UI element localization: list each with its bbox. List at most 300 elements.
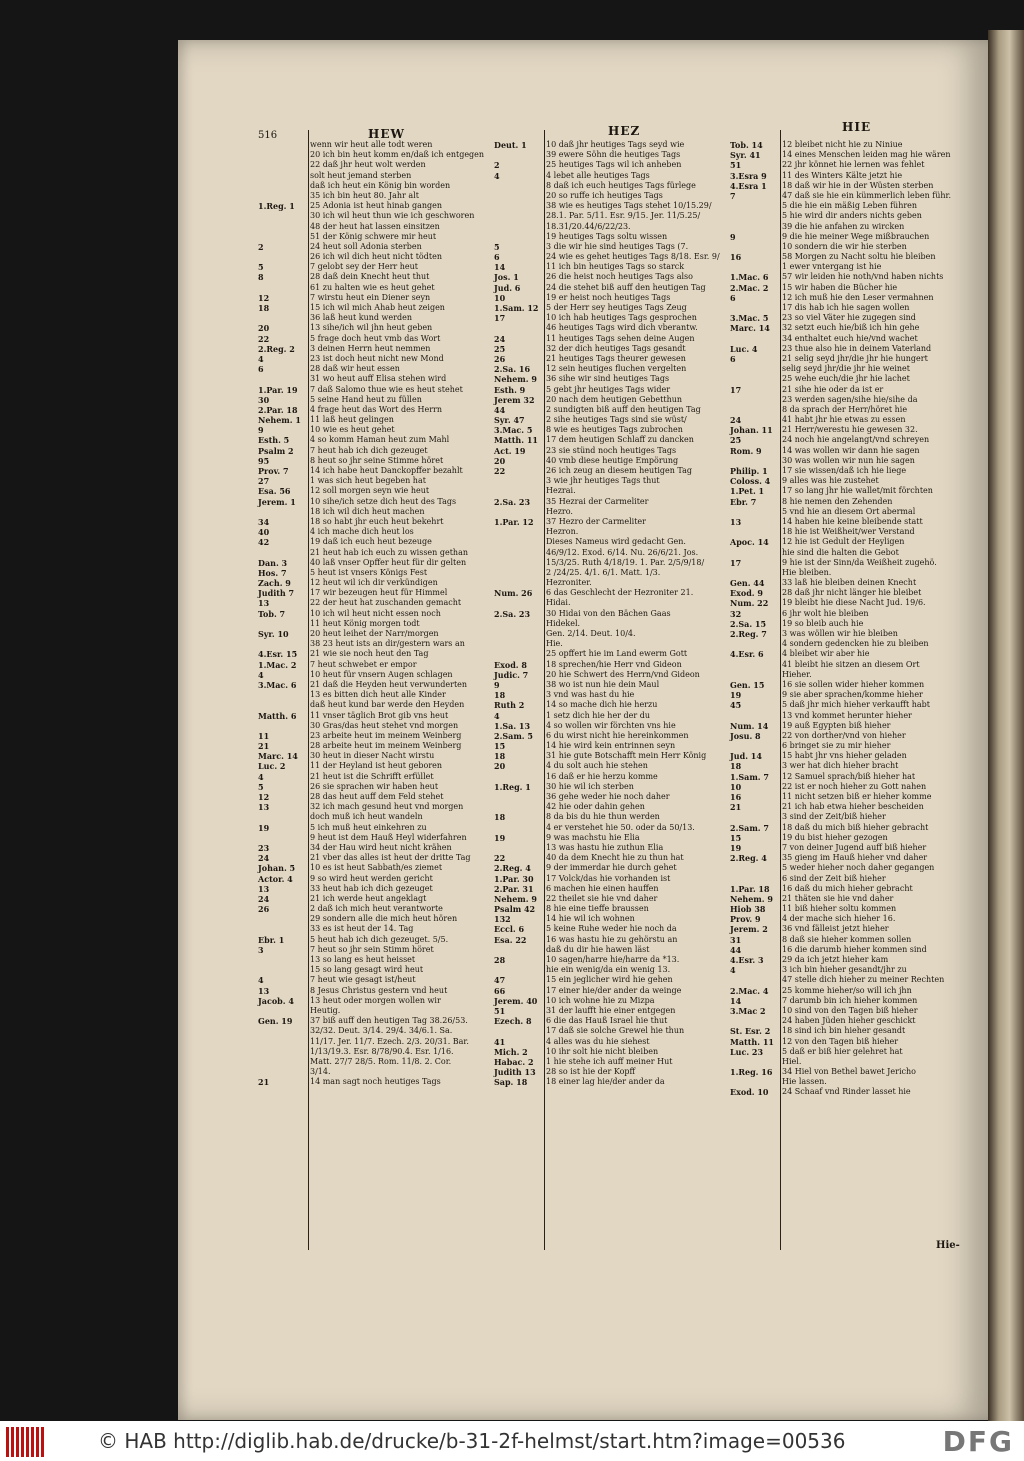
index-entry bbox=[730, 150, 960, 160]
index-entry bbox=[494, 1057, 726, 1067]
entry-reference: 18 bbox=[730, 761, 742, 772]
entry-reference: Hos. 7 bbox=[258, 567, 287, 578]
index-entry bbox=[494, 649, 726, 659]
entry-text: 36 sihe wir sind heutiges Tags bbox=[546, 374, 670, 384]
entry-text: 25 wehe euch/die jhr hie lachet bbox=[782, 374, 910, 384]
index-entry bbox=[730, 507, 960, 517]
index-entry bbox=[258, 272, 490, 282]
entry-text: 5 seine Hand heut zu füllen bbox=[310, 394, 422, 404]
entry-text: 7 heut hab ich dich gezeuget bbox=[310, 445, 428, 455]
index-entry bbox=[494, 639, 726, 649]
entry-text: 19 du bist hieher gezogen bbox=[782, 832, 888, 842]
entry-text: 3 vnd was hast du hie bbox=[546, 690, 635, 700]
entry-text: 11 heutiges Tags sehen deine Augen bbox=[546, 333, 695, 343]
index-entry bbox=[494, 568, 726, 578]
entry-text: 19 er heist noch heutiges Tags bbox=[546, 292, 671, 302]
entry-reference: 13 bbox=[258, 802, 270, 813]
entry-reference: 9 bbox=[494, 679, 500, 690]
index-entry bbox=[494, 863, 726, 873]
entry-text: 16 was hastu hie zu gehörstu an bbox=[546, 934, 678, 944]
entry-reference: 25 bbox=[730, 435, 742, 446]
entry-reference: Philip. 1 bbox=[730, 466, 768, 476]
index-entry bbox=[730, 996, 960, 1006]
entry-text: 3/14. bbox=[310, 1067, 331, 1077]
index-entry bbox=[494, 935, 726, 945]
index-entry bbox=[494, 425, 726, 435]
index-entry bbox=[730, 945, 960, 955]
entry-text: 21 thäten sie hie vnd daher bbox=[782, 893, 894, 903]
index-entry bbox=[258, 537, 490, 547]
entry-text: 6 sind der Zeit biß hieher bbox=[782, 873, 886, 883]
entry-reference: 2.Sa. 16 bbox=[494, 364, 531, 375]
entry-reference: 4 bbox=[494, 170, 500, 181]
entry-reference: 2.Reg. 4 bbox=[494, 863, 531, 874]
entry-reference: 20 bbox=[258, 323, 270, 334]
entry-text: 38 23 heut ists an dir/gestern wars an bbox=[310, 639, 465, 649]
index-entry bbox=[730, 761, 960, 771]
index-entry bbox=[730, 935, 960, 945]
entry-text: 46 heutiges Tags wird dich vberantw. bbox=[546, 323, 698, 333]
entry-text: 18 so habt jhr euch heut bekehrt bbox=[310, 516, 444, 526]
entry-text: 30 heut in dieser Nacht wirstu bbox=[310, 751, 435, 761]
index-entry bbox=[494, 731, 726, 741]
entry-text: 25 heutiges Tags wil ich anheben bbox=[546, 160, 682, 170]
entry-text: 32 setzt euch hie/biß ich hin gehe bbox=[782, 323, 920, 333]
entry-reference: 26 bbox=[494, 353, 506, 364]
index-entry bbox=[258, 751, 490, 761]
entry-text: 8 heut so jhr seine Stimme höret bbox=[310, 455, 444, 465]
entry-text: 15 habt jhr vns hieher geladen bbox=[782, 751, 907, 761]
entry-reference: 19 bbox=[730, 690, 742, 701]
entry-text: 5 weder hieher noch daher gegangen bbox=[782, 863, 935, 873]
index-entry bbox=[258, 283, 490, 293]
entry-text: 3 wer hat dich hieher bracht bbox=[782, 761, 899, 771]
entry-reference: 21 bbox=[258, 741, 270, 752]
index-entry bbox=[730, 313, 960, 323]
entry-reference: Jos. 1 bbox=[494, 272, 519, 283]
entry-text: 22 der heut hat zuschanden gemacht bbox=[310, 598, 462, 608]
entry-text: 10 ich hab heutiges Tags gesprochen bbox=[546, 313, 697, 323]
entry-reference: Rom. 9 bbox=[730, 445, 762, 456]
entry-reference: Jerem 32 bbox=[494, 394, 535, 405]
entry-text: 16 sie sollen wider hieher kommen bbox=[782, 679, 925, 689]
entry-reference: 13 bbox=[258, 598, 270, 609]
entry-text: Matt. 27/7 28/5. Rom. 11/8. 2. Cor. bbox=[310, 1056, 452, 1066]
index-entry bbox=[258, 568, 490, 578]
entry-reference: 1.Sam. 7 bbox=[730, 771, 769, 782]
entry-reference: 5 bbox=[258, 262, 264, 273]
index-entry bbox=[494, 833, 726, 843]
entry-text: hie sind die halten die Gebot bbox=[782, 547, 899, 557]
index-entry bbox=[730, 446, 960, 456]
index-entry bbox=[258, 1026, 490, 1036]
index-entry bbox=[494, 222, 726, 232]
index-entry bbox=[258, 578, 490, 588]
entry-text: wenn wir heut alle todt weren bbox=[310, 140, 433, 149]
index-entry bbox=[258, 222, 490, 232]
index-entry bbox=[494, 853, 726, 863]
entry-reference: 2.Reg. 2 bbox=[258, 343, 295, 354]
entry-reference: Luc. 2 bbox=[258, 761, 286, 772]
entry-text: 12 heut wil ich dir verkündigen bbox=[310, 578, 438, 588]
entry-text: 7 wirstu heut ein Diener seyn bbox=[310, 292, 431, 302]
entry-text: daß ich heut ein König bin worden bbox=[310, 180, 451, 190]
entry-reference: 10 bbox=[730, 781, 742, 792]
entry-text: 33 heut hab ich dich gezeuget bbox=[310, 883, 433, 893]
index-entry bbox=[730, 1037, 960, 1047]
entry-reference: 4 bbox=[494, 710, 500, 721]
index-entry bbox=[494, 598, 726, 608]
entry-text: 18 sind ich bin hieher gesandt bbox=[782, 1026, 906, 1036]
entry-text: Hezro. bbox=[546, 506, 573, 516]
entry-reference: Judith 7 bbox=[258, 588, 295, 599]
index-entry bbox=[258, 1057, 490, 1067]
index-entry bbox=[258, 935, 490, 945]
entry-text: 11 laß heut gelingen bbox=[310, 415, 394, 425]
page-number: 516 bbox=[258, 130, 278, 141]
index-entry bbox=[730, 323, 960, 333]
entry-reference: Syr. 10 bbox=[258, 629, 289, 639]
entry-text: Hie lassen. bbox=[782, 1077, 827, 1087]
entry-text: 1 setz dich hie her der du bbox=[546, 710, 651, 720]
entry-text: 17 sie wissen/daß ich hie liege bbox=[782, 466, 907, 475]
entry-text: 19 bleibt hie diese Nacht Jud. 19/6. bbox=[782, 598, 926, 608]
index-entry bbox=[730, 374, 960, 384]
entry-reference: Matth. 6 bbox=[258, 710, 297, 721]
index-entry bbox=[494, 986, 726, 996]
index-entry bbox=[730, 283, 960, 293]
entry-text: 2 sihe heutiges Tags sind sie wüst/ bbox=[546, 415, 687, 425]
index-entry bbox=[730, 191, 960, 201]
index-entry bbox=[730, 517, 960, 527]
index-entry bbox=[730, 140, 960, 150]
entry-reference: 28 bbox=[494, 955, 506, 965]
entry-reference: 21 bbox=[258, 1077, 270, 1088]
index-entry bbox=[258, 466, 490, 476]
entry-reference: Josu. 8 bbox=[730, 730, 761, 741]
entry-text: 28 daß dein Knecht heut thut bbox=[310, 272, 430, 282]
entry-text: 6 das Geschlecht der Hezroniter 21. bbox=[546, 588, 694, 598]
entry-text: 23 thue also hie in deinem Vaterland bbox=[782, 343, 932, 353]
index-entry bbox=[494, 619, 726, 629]
index-entry bbox=[258, 680, 490, 690]
index-entry bbox=[730, 751, 960, 761]
entry-text: 6 machen hie einen hauffen bbox=[546, 883, 659, 893]
index-entry bbox=[494, 303, 726, 313]
entry-text: 20 ich bin heut komm en/daß ich entgegen bbox=[310, 150, 485, 160]
entry-text: 26 ich zeug an diesem heutigen Tag bbox=[546, 466, 693, 475]
entry-reference: 31 bbox=[730, 934, 742, 945]
entry-text: 3 ich bin hieher gesandt/jhr zu bbox=[782, 965, 907, 975]
index-entry bbox=[258, 996, 490, 1006]
footer-copyright-link[interactable]: © HAB http://diglib.hab.de/drucke/b-31-2f-helmst/start.htm?image=00536 bbox=[98, 1429, 846, 1453]
entry-text: 7 heut schwebet er empor bbox=[310, 659, 417, 669]
entry-text: 18 sprechen/hie Herr vnd Gideon bbox=[546, 659, 682, 669]
entry-text: 5 frage doch heut vmb das Wort bbox=[310, 333, 441, 343]
entry-text: 19 so bleib auch hie bbox=[782, 618, 864, 628]
entry-text: 39 ewere Söhn die heutiges Tags bbox=[546, 150, 681, 160]
entry-reference: 4.Esra 1 bbox=[730, 180, 767, 191]
entry-text: 24 Schaaf vnd Rinder lasset hie bbox=[782, 1087, 911, 1097]
index-entry bbox=[494, 293, 726, 303]
entry-text: 20 so ruffe ich heutiges Tags bbox=[546, 190, 663, 200]
entry-text: 14 eines Menschen leiden mag hie wären bbox=[782, 150, 951, 160]
entry-text: 40 vmb diese heutige Empörung bbox=[546, 455, 679, 465]
entry-reference: 2.Reg. 7 bbox=[730, 629, 767, 639]
entry-reference: 6 bbox=[730, 292, 736, 303]
index-entry bbox=[494, 354, 726, 364]
index-entry bbox=[494, 527, 726, 537]
index-entry bbox=[258, 303, 490, 313]
index-entry bbox=[730, 405, 960, 415]
entry-text: 11 biß hieher soltu kommen bbox=[782, 904, 897, 914]
index-entry bbox=[258, 415, 490, 425]
entry-text: 1/13/19.3. Esr. 8/78/90.4. Esr. 1/16. bbox=[310, 1046, 454, 1056]
index-entry bbox=[258, 242, 490, 252]
entry-reference: Tob. 14 bbox=[730, 140, 763, 150]
entry-text: 32 ich mach gesund heut vnd morgen bbox=[310, 802, 464, 812]
index-entry bbox=[730, 649, 960, 659]
entry-text: 58 Morgen zu Nacht soltu hie bleiben bbox=[782, 252, 936, 262]
entry-reference: 15 bbox=[730, 832, 742, 843]
index-entry bbox=[258, 548, 490, 558]
index-entry bbox=[730, 1016, 960, 1026]
entry-text: 4 so komm Haman heut zum Mahl bbox=[310, 435, 450, 445]
entry-text: 1 was sich heut begeben hat bbox=[310, 476, 426, 486]
entry-text: 19 daß ich euch heut bezeuge bbox=[310, 537, 432, 547]
index-entry bbox=[494, 965, 726, 975]
entry-text: 11 der Heyland ist heut geboren bbox=[310, 761, 443, 771]
index-entry bbox=[494, 761, 726, 771]
index-entry bbox=[730, 222, 960, 232]
entry-reference: Sap. 18 bbox=[494, 1077, 528, 1088]
entry-reference: Num. 14 bbox=[730, 720, 769, 731]
entry-reference: Jud. 14 bbox=[730, 751, 762, 762]
footer-bar bbox=[0, 1421, 1024, 1461]
index-entry bbox=[730, 598, 960, 608]
index-entry bbox=[258, 1047, 490, 1057]
index-entry bbox=[730, 639, 960, 649]
index-entry bbox=[494, 680, 726, 690]
entry-reference: 1.Sam. 12 bbox=[494, 303, 539, 313]
entry-text: 34 Hiel von Bethel bawet Jericho bbox=[782, 1067, 916, 1077]
entry-text: 24 die stehet biß auff den heutigen Tag bbox=[546, 282, 706, 292]
entry-text: 12 von den Tagen biß hieher bbox=[782, 1036, 899, 1046]
entry-text: 5 heut ist vnsers Königs Fest bbox=[310, 567, 428, 577]
index-entry bbox=[730, 792, 960, 802]
index-entry bbox=[494, 629, 726, 639]
entry-text: 25 opffert hie im Land ewerm Gott bbox=[546, 649, 688, 659]
entry-text: 2 daß ich mich heut verantworte bbox=[310, 904, 443, 914]
entry-reference: Exod. 9 bbox=[730, 588, 763, 599]
entry-reference: 16 bbox=[730, 252, 742, 263]
entry-text: 28 daß jhr nicht länger hie bleibet bbox=[782, 588, 922, 598]
index-entry bbox=[494, 323, 726, 333]
entry-text: 18 ich wil dich heut machen bbox=[310, 506, 425, 516]
index-entry bbox=[730, 843, 960, 853]
index-entry bbox=[730, 303, 960, 313]
entry-text: 38 wo ist nun hie dein Maul bbox=[546, 679, 660, 689]
entry-reference: Ebr. 7 bbox=[730, 496, 757, 507]
entry-text: 10 daß jhr heutiges Tags seyd wie bbox=[546, 140, 685, 149]
index-entry bbox=[730, 1077, 960, 1087]
entry-text: 18.31/20.44/6/22/23. bbox=[546, 221, 631, 231]
entry-reference: 19 bbox=[258, 822, 270, 833]
index-entry bbox=[494, 894, 726, 904]
index-entry bbox=[494, 741, 726, 751]
entry-text: 20 hie Schwert des Herrn/vnd Gideon bbox=[546, 669, 700, 679]
column-header-3: HIE bbox=[842, 120, 872, 134]
index-entry bbox=[258, 812, 490, 822]
entry-reference: 7 bbox=[730, 190, 736, 201]
index-entry bbox=[730, 527, 960, 537]
index-entry bbox=[258, 782, 490, 792]
entry-reference: 22 bbox=[258, 333, 270, 344]
index-entry bbox=[258, 323, 490, 333]
entry-text: 22 theilet sie hie vnd daher bbox=[546, 893, 658, 903]
entry-reference: Ebr. 1 bbox=[258, 934, 285, 945]
index-column-1 bbox=[258, 140, 490, 1087]
index-entry bbox=[258, 761, 490, 771]
index-entry bbox=[730, 629, 960, 639]
entry-text: Hezroniter. bbox=[546, 578, 592, 588]
index-entry bbox=[730, 1047, 960, 1057]
entry-reference: Act. 19 bbox=[494, 445, 526, 456]
entry-reference: Jerem. 40 bbox=[494, 995, 538, 1006]
entry-text: 28 daß wir heut essen bbox=[310, 364, 400, 374]
entry-text: 12 ich muß hie den Leser vermahnen bbox=[782, 292, 934, 302]
entry-text: 1 ewer vntergang ist hie bbox=[782, 262, 882, 272]
entry-text: 5 ich muß heut einkehren zu bbox=[310, 822, 427, 832]
index-entry bbox=[258, 731, 490, 741]
entry-reference: 2 bbox=[258, 241, 264, 252]
index-entry bbox=[494, 1016, 726, 1026]
entry-reference: 2.Sam. 5 bbox=[494, 730, 533, 741]
index-entry bbox=[730, 456, 960, 466]
index-entry bbox=[730, 1006, 960, 1016]
entry-reference: 18 bbox=[494, 751, 506, 762]
entry-text: 41 habt jhr hie etwas zu essen bbox=[782, 415, 906, 425]
index-entry bbox=[494, 272, 726, 282]
index-entry bbox=[494, 792, 726, 802]
entry-text: 4 lebet alle heutiges Tags bbox=[546, 170, 650, 180]
entry-text: 33 es ist heut der 14. Tag bbox=[310, 924, 414, 934]
index-entry bbox=[258, 660, 490, 670]
entry-reference: 51 bbox=[730, 160, 742, 171]
entry-reference: 25 bbox=[494, 343, 506, 354]
entry-reference: 5 bbox=[258, 781, 264, 792]
index-entry bbox=[494, 772, 726, 782]
entry-text: 5 hie wird dir anders nichts geben bbox=[782, 211, 922, 221]
entry-reference: 14 bbox=[494, 262, 506, 273]
entry-reference: Exod. 10 bbox=[730, 1087, 769, 1098]
entry-text: 24 noch hie angelangt/vnd schreyen bbox=[782, 435, 930, 445]
index-entry bbox=[730, 812, 960, 822]
index-entry bbox=[494, 1006, 726, 1016]
index-entry bbox=[730, 486, 960, 496]
entry-reference: 3 bbox=[258, 944, 264, 955]
entry-reference: 4 bbox=[258, 353, 264, 364]
index-entry bbox=[494, 751, 726, 761]
entry-reference: 3.Mac. 5 bbox=[494, 425, 533, 436]
index-entry bbox=[730, 201, 960, 211]
index-entry bbox=[730, 823, 960, 833]
index-entry bbox=[258, 497, 490, 507]
entry-text: 17 daß sie solche Grewel hie thun bbox=[546, 1026, 685, 1036]
index-entry bbox=[730, 232, 960, 242]
entry-reference: Psalm 42 bbox=[494, 904, 536, 915]
entry-text: 26 sie sprachen wir haben heut bbox=[310, 781, 439, 791]
entry-reference: Mich. 2 bbox=[494, 1046, 528, 1057]
entry-text: 9 der immerdar hie durch gehet bbox=[546, 863, 677, 873]
entry-reference: 47 bbox=[494, 975, 506, 986]
entry-reference: 1.Pet. 1 bbox=[730, 486, 765, 497]
entry-text: 4 der mache sich hieher 16. bbox=[782, 914, 896, 924]
index-entry bbox=[258, 486, 490, 496]
entry-reference: Syr. 41 bbox=[730, 150, 761, 161]
entry-reference: 4.Esr. 3 bbox=[730, 955, 764, 965]
entry-reference: Zach. 9 bbox=[258, 578, 291, 589]
entry-reference: Luc. 23 bbox=[730, 1046, 764, 1057]
entry-text: 19 heutiges Tags soltu wissen bbox=[546, 231, 668, 241]
index-entry bbox=[730, 395, 960, 405]
entry-text: 13 so lang es heut heisset bbox=[310, 955, 416, 964]
index-entry bbox=[494, 211, 726, 221]
entry-text: 22 von dorther/vnd von hieher bbox=[782, 730, 906, 740]
entry-text: 5 heut hab ich dich gezeuget. 5/5. bbox=[310, 934, 449, 944]
entry-text: 14 haben hie keine bleibende statt bbox=[782, 516, 923, 526]
index-entry bbox=[494, 476, 726, 486]
index-entry bbox=[730, 711, 960, 721]
index-entry bbox=[730, 741, 960, 751]
index-entry bbox=[258, 140, 490, 150]
entry-text: 13 heut oder morgen wollen wir bbox=[310, 995, 441, 1005]
entry-reference: 22 bbox=[494, 466, 506, 476]
index-entry bbox=[258, 446, 490, 456]
entry-text: 14 was wollen wir dann hie sagen bbox=[782, 445, 920, 455]
entry-text: 15 so lang gesagt wird heut bbox=[310, 965, 424, 975]
index-entry bbox=[730, 782, 960, 792]
entry-reference: 3.Esra 9 bbox=[730, 170, 767, 181]
entry-text: solt heut jemand sterben bbox=[310, 170, 412, 180]
index-entry bbox=[730, 874, 960, 884]
index-entry bbox=[258, 690, 490, 700]
entry-reference: 2.Par. 18 bbox=[258, 404, 298, 415]
entry-text: Hidai. bbox=[546, 598, 571, 608]
entry-text: 24 haben Jüden hieher geschickt bbox=[782, 1016, 916, 1026]
index-entry bbox=[730, 609, 960, 619]
entry-reference: 2.Par. 31 bbox=[494, 883, 534, 894]
entry-reference: Habac. 2 bbox=[494, 1056, 534, 1067]
entry-text: doch muß ich heut wandeln bbox=[310, 812, 423, 822]
index-entry bbox=[258, 741, 490, 751]
entry-text: 40 da dem Knecht hie zu thun hat bbox=[546, 853, 684, 863]
entry-reference: Prov. 9 bbox=[730, 914, 761, 925]
entry-text: 6 die das Hauß Israel hie thut bbox=[546, 1016, 668, 1026]
index-entry bbox=[258, 914, 490, 924]
entry-text: 31 der laufft hie einer entgegen bbox=[546, 1005, 676, 1015]
entry-reference: 2 bbox=[494, 160, 500, 171]
entry-reference: 4.Esr. 15 bbox=[258, 649, 298, 660]
entry-text: 23 sie stünd noch heutiges Tags bbox=[546, 445, 677, 455]
index-entry bbox=[258, 924, 490, 934]
entry-reference: 4 bbox=[258, 771, 264, 782]
entry-text: 37 biß auff den heutigen Tag 38.26/53. bbox=[310, 1016, 468, 1026]
index-entry bbox=[494, 1077, 726, 1087]
entry-text: 16 die darumb hieher kommen sind bbox=[782, 944, 927, 954]
entry-text: 39 die hie anfahen zu wircken bbox=[782, 221, 905, 231]
entry-reference: 1.Mac. 2 bbox=[258, 659, 297, 670]
